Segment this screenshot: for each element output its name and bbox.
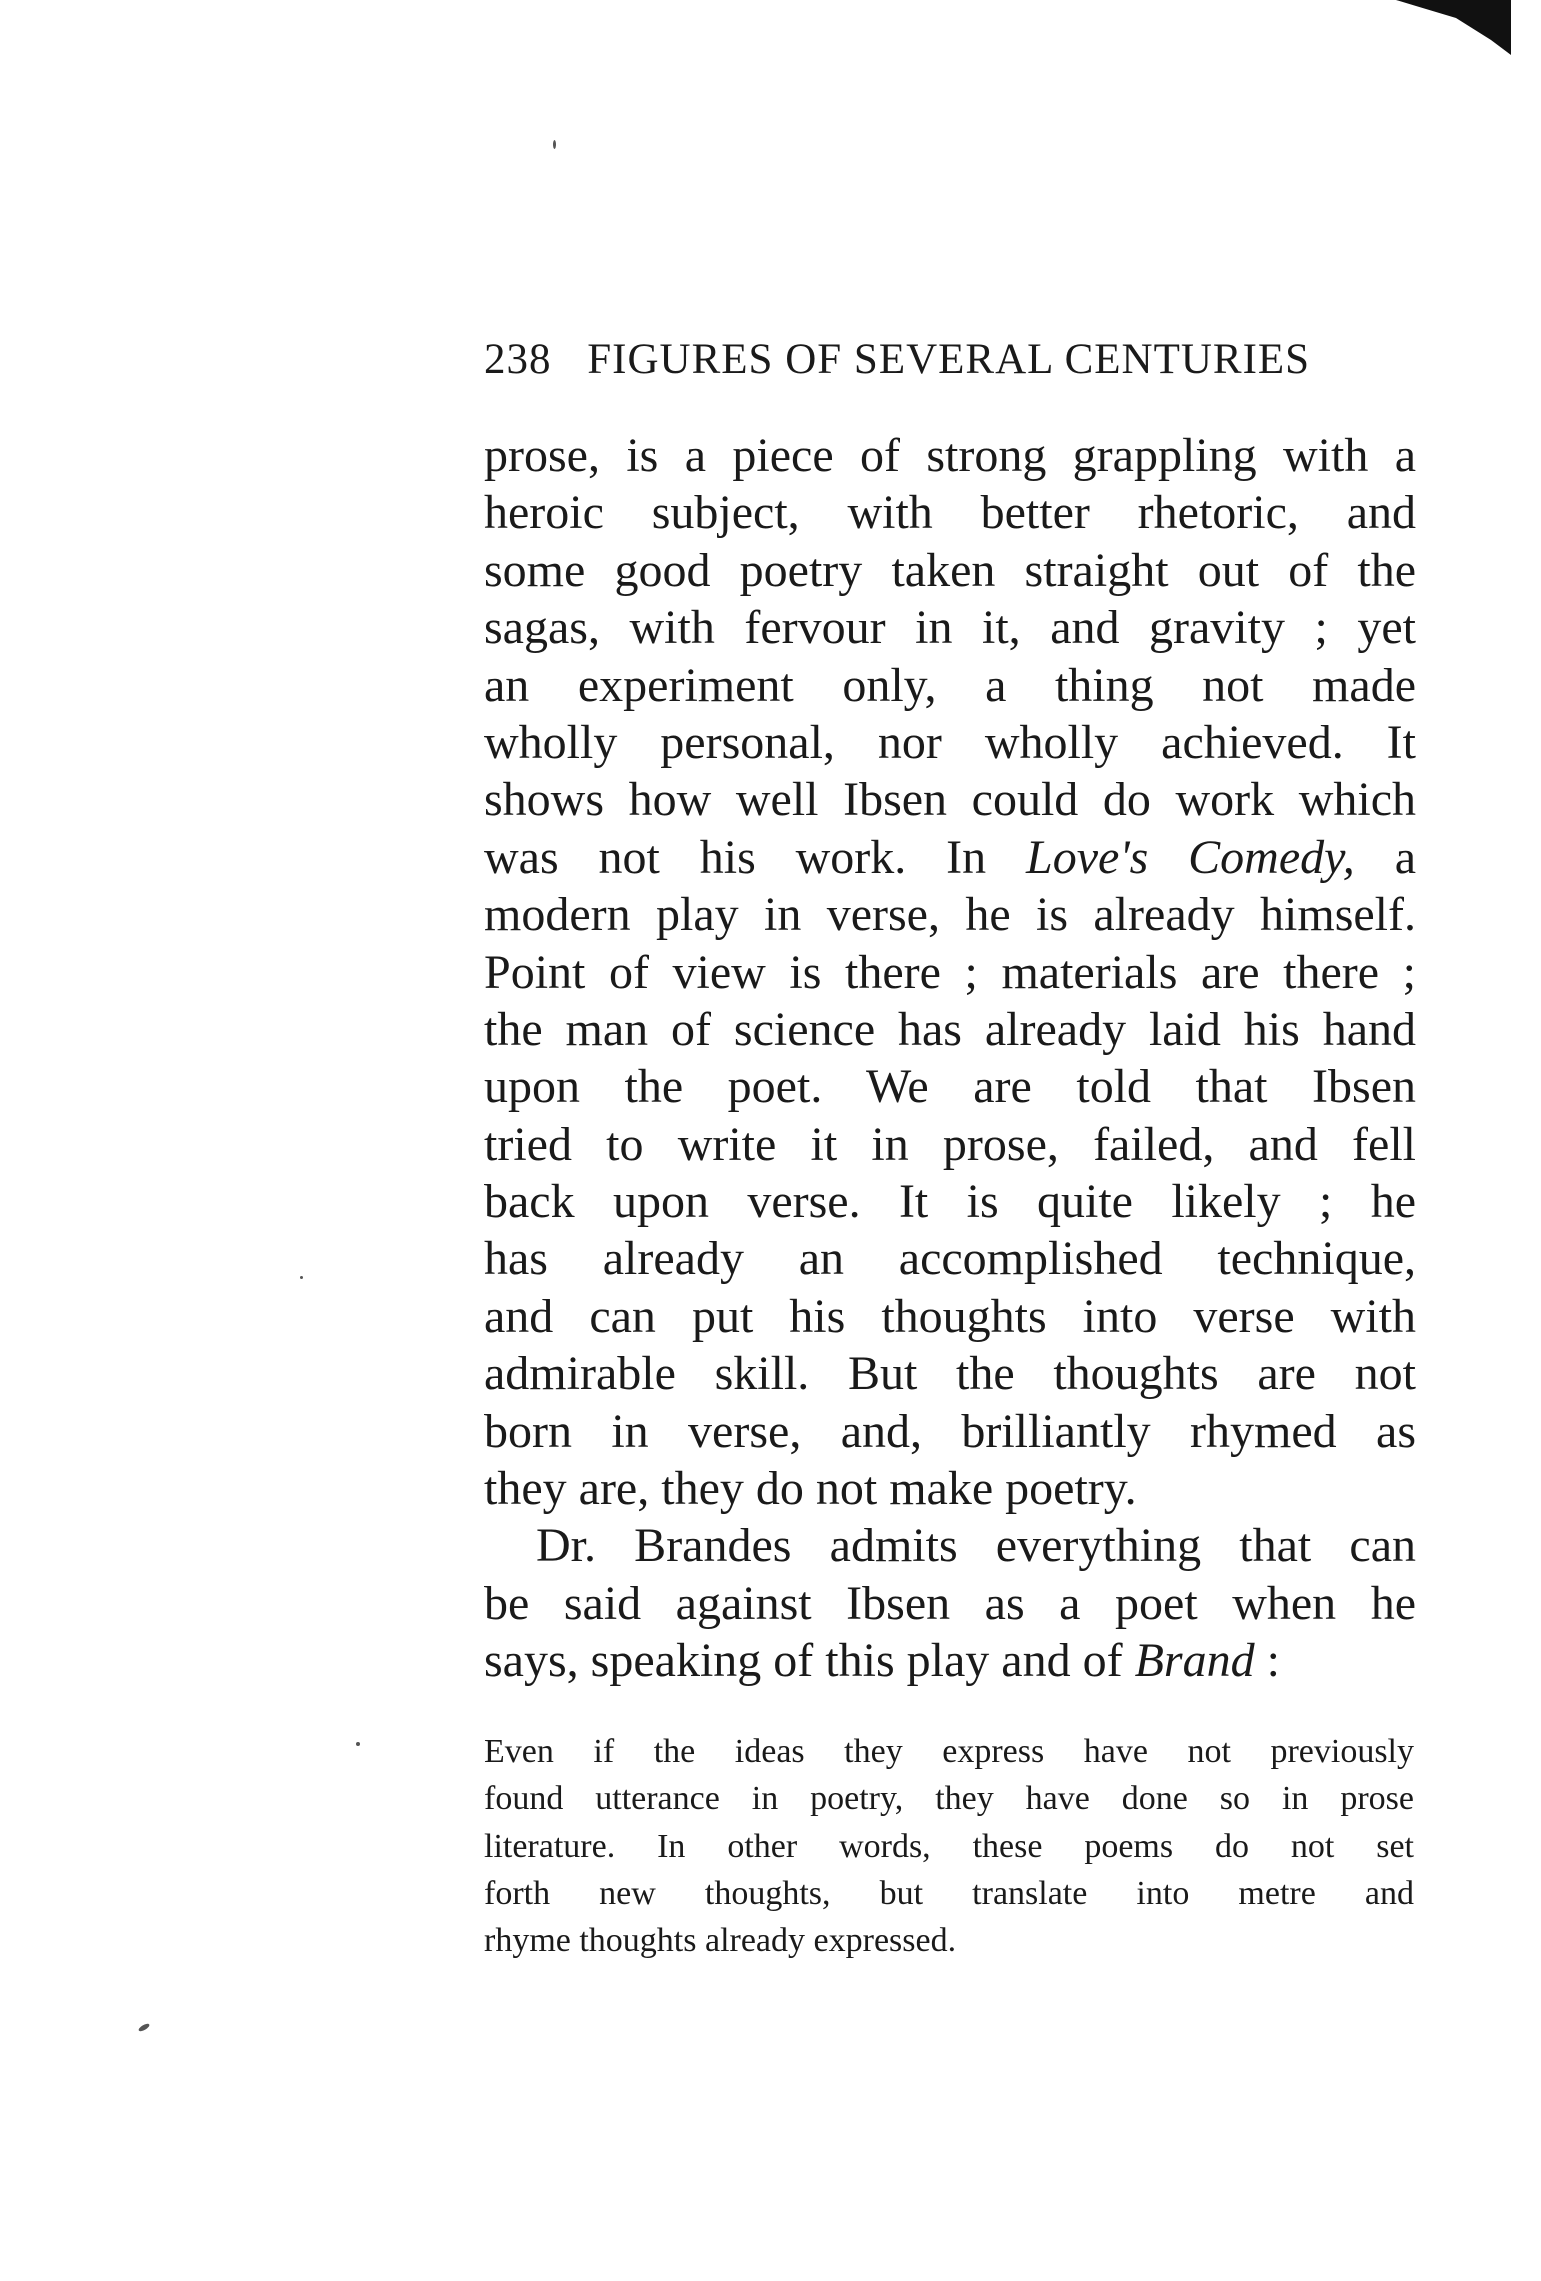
- text-line: an experiment only, a thing not made: [484, 658, 1416, 712]
- paper-speck: [138, 2022, 151, 2032]
- text-line: back upon verse. It is quite likely ; he: [484, 1175, 1416, 1229]
- text-line: heroic subject, with better rhetoric, and: [484, 486, 1416, 540]
- text-line: born in verse, and, brilliantly rhymed as: [484, 1404, 1416, 1458]
- text-line-with-title: [484, 829, 1416, 886]
- text-line: wholly personal, nor wholly achieved. It: [484, 715, 1416, 769]
- text-line: Point of view is there ; materials are there ;: [484, 945, 1416, 999]
- line-text: was not his work. In: [484, 830, 1027, 884]
- quote-line: forth new thoughts, but translate into metre and: [484, 1874, 1414, 1912]
- quote-line: Even if the ideas they express have not previously: [484, 1733, 1414, 1770]
- text-line: modern play in verse, he is already himself.: [484, 888, 1416, 942]
- quote-line: found utterance in poetry, they have done so in prose: [484, 1780, 1414, 1818]
- text-line: and can put his thoughts into verse with: [484, 1289, 1416, 1343]
- line-text: :: [1254, 1634, 1280, 1688]
- text-line: be said against Ibsen as a poet when he: [484, 1576, 1416, 1630]
- quote-line: rhyme thoughts already expressed.: [484, 1922, 957, 1960]
- paper-speck: [300, 1276, 303, 1279]
- text-line: sagas, with fervour in it, and gravity ; yet: [484, 601, 1416, 655]
- body-text: [484, 427, 1416, 1690]
- line-text: a: [1354, 830, 1416, 884]
- quote-line: literature. In other words, these poems do not set: [484, 1827, 1414, 1865]
- text-line: upon the poet. We are told that Ibsen: [484, 1060, 1416, 1114]
- block-quote: [484, 1728, 1414, 1964]
- page-corner-tab: [1396, 0, 1511, 55]
- text-line: shows how well Ibsen could do work which: [484, 773, 1416, 827]
- line-text: says, speaking of this play and of: [484, 1634, 1135, 1688]
- play-title-loves-comedy: Love's Comedy,: [1026, 830, 1355, 884]
- text-line: admirable skill. But the thoughts are not: [484, 1347, 1416, 1401]
- page-number: 238: [484, 336, 552, 383]
- text-line: the man of science has already laid his hand: [484, 1002, 1416, 1056]
- text-line: Dr. Brandes admits everything that can: [536, 1519, 1416, 1573]
- text-line: they are, they do not make poetry.: [484, 1462, 1137, 1516]
- text-line: has already an accomplished technique,: [484, 1232, 1416, 1286]
- running-head: [484, 335, 1414, 384]
- running-title: FIGURES OF SEVERAL CENTURIES: [587, 336, 1311, 383]
- paper-speck: [356, 1742, 360, 1746]
- play-title-brand: Brand: [1134, 1634, 1255, 1688]
- text-line: prose, is a piece of strong grappling with a: [484, 429, 1416, 482]
- text-line-with-title: [484, 1632, 1416, 1689]
- paper-speck: [553, 140, 556, 149]
- text-line: some good poetry taken straight out of the: [484, 543, 1416, 597]
- text-line: tried to write it in prose, failed, and fell: [484, 1117, 1416, 1171]
